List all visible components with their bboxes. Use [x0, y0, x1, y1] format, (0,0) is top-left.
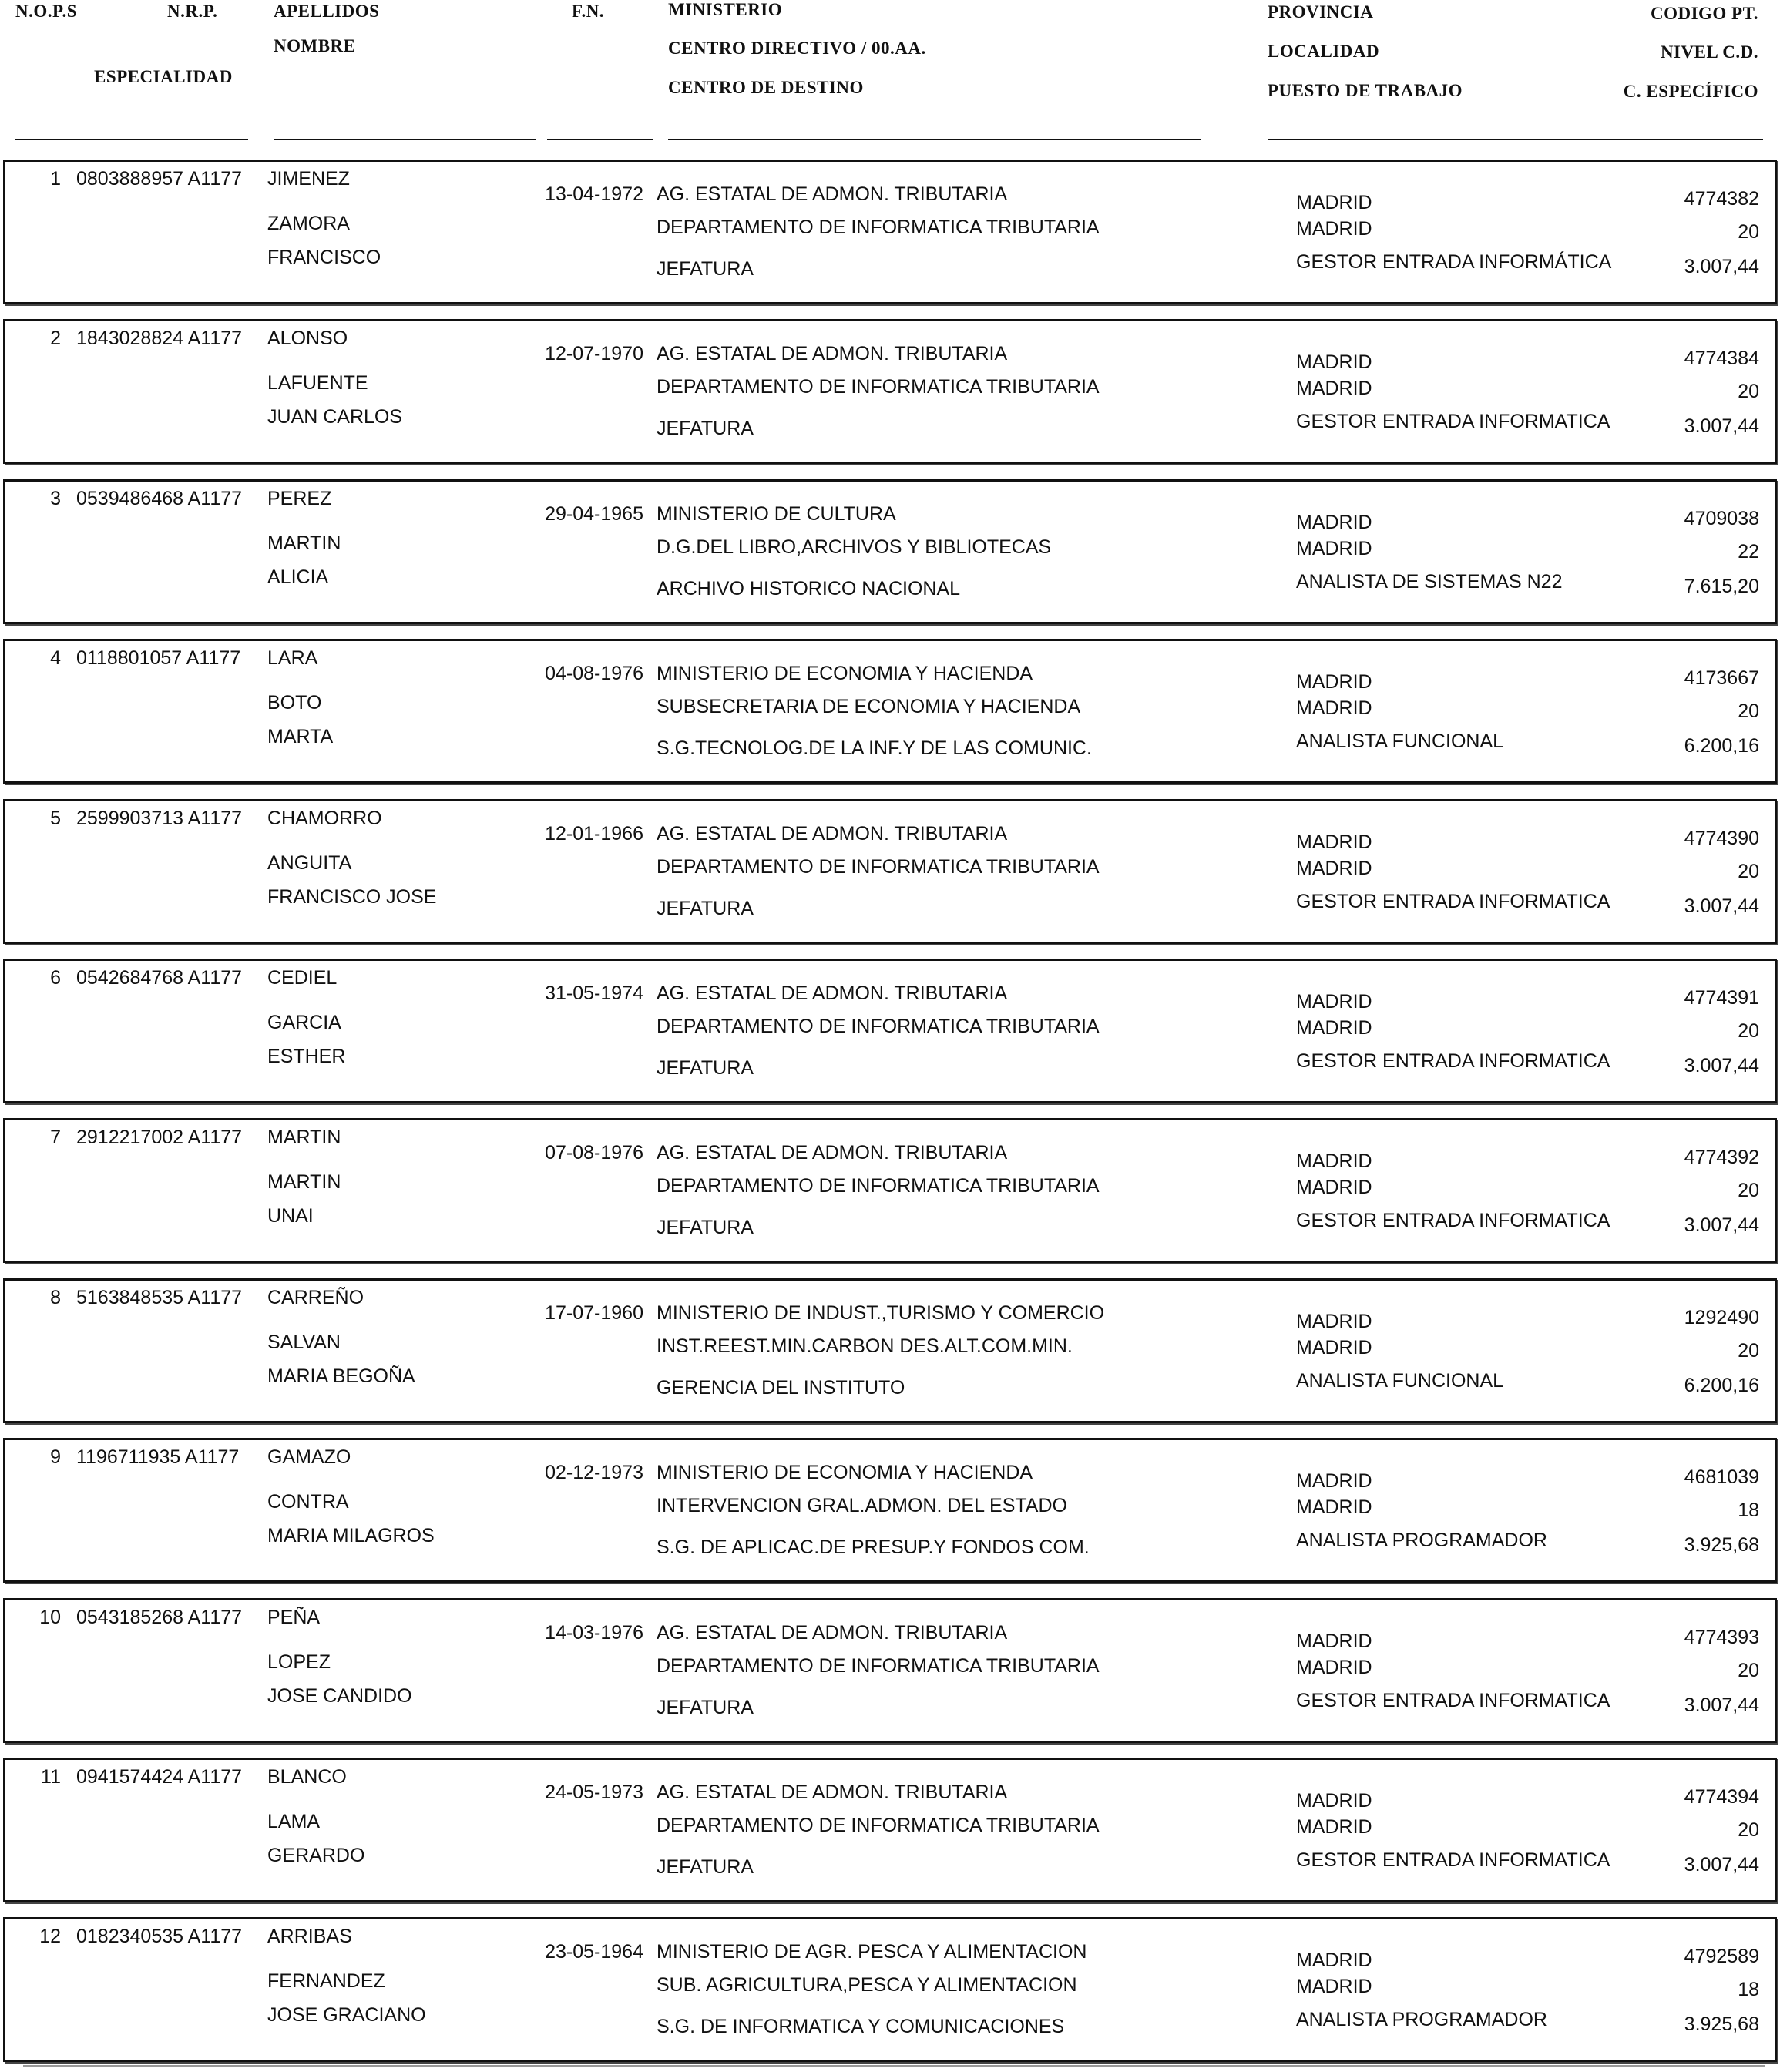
nrp-cell: 1196711935 A1177 — [76, 1446, 240, 1468]
header-provincia: PROVINCIA — [1268, 2, 1374, 22]
header-rule — [1268, 139, 1763, 140]
centro-destino-cell: JEFATURA — [657, 898, 754, 919]
centro-directivo-cell: DEPARTAMENTO DE INFORMATICA TRIBUTARIA — [657, 376, 1100, 398]
provincia-cell: MADRID — [1296, 1790, 1372, 1812]
especifico-cell: 3.007,44 — [1684, 415, 1759, 437]
centro-destino-cell: GERENCIA DEL INSTITUTO — [657, 1377, 905, 1399]
header-nivel: NIVEL C.D. — [1660, 42, 1758, 62]
nops-cell: 9 — [50, 1446, 61, 1468]
localidad-cell: MADRID — [1296, 858, 1372, 879]
apellido2-cell: ANGUITA — [267, 852, 352, 874]
record-row — [3, 959, 1777, 1103]
codigo-cell: 4774391 — [1684, 987, 1759, 1009]
apellido2-cell: BOTO — [267, 692, 322, 714]
centro-destino-cell: JEFATURA — [657, 418, 754, 439]
nombre-cell: ALICIA — [267, 566, 329, 588]
nops-cell: 11 — [41, 1766, 61, 1788]
provincia-cell: MADRID — [1296, 1311, 1372, 1332]
fecha-nacimiento-cell: 13-04-1972 — [545, 183, 643, 205]
nivel-cell: 20 — [1738, 1020, 1759, 1042]
ministerio-cell: AG. ESTATAL DE ADMON. TRIBUTARIA — [657, 823, 1008, 845]
fecha-nacimiento-cell: 07-08-1976 — [545, 1142, 643, 1164]
nrp-cell: 0539486468 A1177 — [76, 488, 243, 509]
apellido2-cell: MARTIN — [267, 532, 341, 554]
header-fn: F.N. — [572, 2, 605, 21]
record-row — [3, 1917, 1777, 2062]
header-centro-directivo: CENTRO DIRECTIVO / 00.AA. — [668, 39, 926, 58]
nombre-cell: GERARDO — [267, 1845, 365, 1866]
apellido2-cell: GARCIA — [267, 1012, 341, 1033]
especifico-cell: 3.925,68 — [1684, 2013, 1759, 2035]
apellido1-cell: JIMENEZ — [267, 168, 350, 190]
apellido2-cell: ZAMORA — [267, 213, 350, 234]
nrp-cell: 0182340535 A1177 — [76, 1926, 243, 1947]
apellido1-cell: CEDIEL — [267, 967, 338, 989]
localidad-cell: MADRID — [1296, 1017, 1372, 1039]
apellido1-cell: ARRIBAS — [267, 1926, 352, 1947]
codigo-cell: 1292490 — [1684, 1307, 1759, 1328]
centro-destino-cell: JEFATURA — [657, 1057, 754, 1079]
localidad-cell: MADRID — [1296, 1337, 1372, 1358]
centro-directivo-cell: DEPARTAMENTO DE INFORMATICA TRIBUTARIA — [657, 856, 1100, 878]
nops-cell: 1 — [50, 168, 61, 190]
codigo-cell: 4792589 — [1684, 1946, 1759, 1967]
codigo-cell: 4681039 — [1684, 1466, 1759, 1488]
nrp-cell: 0543185268 A1177 — [76, 1607, 243, 1628]
record-row — [3, 1598, 1777, 1743]
header-nombre: NOMBRE — [274, 36, 356, 55]
nivel-cell: 20 — [1738, 861, 1759, 882]
localidad-cell: MADRID — [1296, 218, 1372, 240]
fecha-nacimiento-cell: 02-12-1973 — [545, 1462, 643, 1483]
localidad-cell: MADRID — [1296, 378, 1372, 399]
especifico-cell: 3.007,44 — [1684, 1055, 1759, 1076]
codigo-cell: 4774393 — [1684, 1627, 1759, 1648]
codigo-cell: 4774392 — [1684, 1147, 1759, 1168]
header-localidad: LOCALIDAD — [1268, 42, 1380, 61]
record-row — [3, 319, 1777, 464]
especifico-cell: 3.007,44 — [1684, 1694, 1759, 1716]
ministerio-cell: MINISTERIO DE ECONOMIA Y HACIENDA — [657, 663, 1033, 684]
provincia-cell: MADRID — [1296, 192, 1372, 213]
especifico-cell: 3.925,68 — [1684, 1534, 1759, 1556]
apellido1-cell: PEÑA — [267, 1607, 321, 1628]
header-puesto: PUESTO DE TRABAJO — [1268, 81, 1463, 100]
record-row — [3, 160, 1777, 304]
page-bottom-rule — [23, 2065, 1765, 2067]
nivel-cell: 20 — [1738, 1819, 1759, 1841]
fecha-nacimiento-cell: 31-05-1974 — [545, 982, 643, 1004]
provincia-cell: MADRID — [1296, 671, 1372, 693]
localidad-cell: MADRID — [1296, 697, 1372, 719]
nivel-cell: 20 — [1738, 1340, 1759, 1362]
header-rule — [547, 139, 653, 140]
nrp-cell: 0542684768 A1177 — [76, 967, 243, 989]
nops-cell: 10 — [39, 1607, 61, 1628]
puesto-cell: GESTOR ENTRADA INFORMÁTICA — [1296, 251, 1612, 273]
nombre-cell: ESTHER — [267, 1046, 346, 1067]
nrp-cell: 2599903713 A1177 — [76, 808, 243, 829]
centro-destino-cell: JEFATURA — [657, 1856, 754, 1878]
apellido1-cell: BLANCO — [267, 1766, 347, 1788]
centro-directivo-cell: SUBSECRETARIA DE ECONOMIA Y HACIENDA — [657, 696, 1081, 717]
puesto-cell: GESTOR ENTRADA INFORMATICA — [1296, 1849, 1610, 1871]
ministerio-cell: AG. ESTATAL DE ADMON. TRIBUTARIA — [657, 343, 1008, 364]
nivel-cell: 20 — [1738, 1180, 1759, 1201]
codigo-cell: 4173667 — [1684, 667, 1759, 689]
record-row — [3, 1758, 1777, 1902]
nivel-cell: 18 — [1738, 1499, 1759, 1521]
nivel-cell: 20 — [1738, 1660, 1759, 1681]
apellido2-cell: LAMA — [267, 1811, 321, 1832]
puesto-cell: ANALISTA FUNCIONAL — [1296, 730, 1504, 752]
fecha-nacimiento-cell: 17-07-1960 — [545, 1302, 643, 1324]
header-especifico: C. ESPECÍFICO — [1623, 82, 1758, 101]
apellido1-cell: ALONSO — [267, 327, 348, 349]
fecha-nacimiento-cell: 29-04-1965 — [545, 503, 643, 525]
fecha-nacimiento-cell: 23-05-1964 — [545, 1941, 643, 1963]
especifico-cell: 3.007,44 — [1684, 1854, 1759, 1876]
nombre-cell: JUAN CARLOS — [267, 406, 403, 428]
fecha-nacimiento-cell: 24-05-1973 — [545, 1782, 643, 1803]
record-row — [3, 799, 1777, 944]
record-row — [3, 639, 1777, 784]
centro-destino-cell: JEFATURA — [657, 258, 754, 280]
nrp-cell: 0941574424 A1177 — [76, 1766, 243, 1788]
apellido2-cell: FERNANDEZ — [267, 1970, 385, 1992]
apellido2-cell: LAFUENTE — [267, 372, 368, 394]
header-ministerio: MINISTERIO — [668, 0, 783, 19]
header-nrp: N.R.P. — [167, 2, 218, 21]
ministerio-cell: MINISTERIO DE CULTURA — [657, 503, 896, 525]
nivel-cell: 20 — [1738, 700, 1759, 722]
ministerio-cell: AG. ESTATAL DE ADMON. TRIBUTARIA — [657, 1622, 1008, 1644]
puesto-cell: GESTOR ENTRADA INFORMATICA — [1296, 1050, 1610, 1072]
apellido1-cell: CHAMORRO — [267, 808, 382, 829]
provincia-cell: MADRID — [1296, 1630, 1372, 1652]
nops-cell: 3 — [50, 488, 61, 509]
apellido2-cell: LOPEZ — [267, 1651, 331, 1673]
provincia-cell: MADRID — [1296, 1949, 1372, 1971]
nops-cell: 8 — [50, 1287, 61, 1308]
ministerio-cell: AG. ESTATAL DE ADMON. TRIBUTARIA — [657, 982, 1008, 1004]
centro-directivo-cell: D.G.DEL LIBRO,ARCHIVOS Y BIBLIOTECAS — [657, 536, 1052, 558]
apellido2-cell: CONTRA — [267, 1491, 349, 1513]
nrp-cell: 1843028824 A1177 — [76, 327, 243, 349]
nops-cell: 5 — [50, 808, 61, 829]
especifico-cell: 3.007,44 — [1684, 256, 1759, 277]
ministerio-cell: AG. ESTATAL DE ADMON. TRIBUTARIA — [657, 183, 1008, 205]
centro-directivo-cell: SUB. AGRICULTURA,PESCA Y ALIMENTACION — [657, 1974, 1077, 1996]
apellido1-cell: PEREZ — [267, 488, 332, 509]
header-nops: N.O.P.S — [15, 2, 77, 21]
especifico-cell: 3.007,44 — [1684, 1214, 1759, 1236]
record-row — [3, 479, 1777, 624]
nombre-cell: FRANCISCO JOSE — [267, 886, 437, 908]
ministerio-cell: MINISTERIO DE INDUST.,TURISMO Y COMERCIO — [657, 1302, 1105, 1324]
puesto-cell: GESTOR ENTRADA INFORMATICA — [1296, 891, 1610, 912]
nivel-cell: 22 — [1738, 541, 1759, 562]
localidad-cell: MADRID — [1296, 1976, 1372, 1997]
centro-destino-cell: S.G. DE APLICAC.DE PRESUP.Y FONDOS COM. — [657, 1536, 1090, 1558]
localidad-cell: MADRID — [1296, 1177, 1372, 1198]
header-codigo: CODIGO PT. — [1650, 4, 1758, 23]
nrp-cell: 5163848535 A1177 — [76, 1287, 243, 1308]
codigo-cell: 4709038 — [1684, 508, 1759, 529]
centro-destino-cell: S.G. DE INFORMATICA Y COMUNICACIONES — [657, 2016, 1065, 2037]
centro-directivo-cell: DEPARTAMENTO DE INFORMATICA TRIBUTARIA — [657, 1815, 1100, 1836]
puesto-cell: ANALISTA FUNCIONAL — [1296, 1370, 1504, 1392]
apellido1-cell: LARA — [267, 647, 318, 669]
record-row — [3, 1438, 1777, 1583]
centro-directivo-cell: DEPARTAMENTO DE INFORMATICA TRIBUTARIA — [657, 1175, 1100, 1197]
centro-destino-cell: JEFATURA — [657, 1697, 754, 1718]
nivel-cell: 18 — [1738, 1979, 1759, 2000]
provincia-cell: MADRID — [1296, 512, 1372, 533]
puesto-cell: GESTOR ENTRADA INFORMATICA — [1296, 1210, 1610, 1231]
ministerio-cell: AG. ESTATAL DE ADMON. TRIBUTARIA — [657, 1142, 1008, 1164]
nivel-cell: 20 — [1738, 381, 1759, 402]
localidad-cell: MADRID — [1296, 538, 1372, 559]
especifico-cell: 6.200,16 — [1684, 1375, 1759, 1396]
localidad-cell: MADRID — [1296, 1816, 1372, 1838]
codigo-cell: 4774394 — [1684, 1786, 1759, 1808]
nombre-cell: MARTA — [267, 726, 334, 747]
localidad-cell: MADRID — [1296, 1657, 1372, 1678]
provincia-cell: MADRID — [1296, 991, 1372, 1012]
nops-cell: 2 — [50, 327, 61, 349]
puesto-cell: ANALISTA PROGRAMADOR — [1296, 1530, 1547, 1551]
centro-directivo-cell: DEPARTAMENTO DE INFORMATICA TRIBUTARIA — [657, 1016, 1100, 1037]
provincia-cell: MADRID — [1296, 1150, 1372, 1172]
nrp-cell: 2912217002 A1177 — [76, 1127, 243, 1148]
centro-directivo-cell: DEPARTAMENTO DE INFORMATICA TRIBUTARIA — [657, 1655, 1100, 1677]
apellido2-cell: MARTIN — [267, 1171, 341, 1193]
centro-destino-cell: S.G.TECNOLOG.DE LA INF.Y DE LAS COMUNIC. — [657, 737, 1092, 759]
puesto-cell: ANALISTA DE SISTEMAS N22 — [1296, 571, 1563, 593]
header-rule — [274, 139, 536, 140]
nombre-cell: MARIA MILAGROS — [267, 1525, 435, 1546]
provincia-cell: MADRID — [1296, 1470, 1372, 1492]
header-rule — [15, 139, 248, 140]
provincia-cell: MADRID — [1296, 351, 1372, 373]
centro-destino-cell: JEFATURA — [657, 1217, 754, 1238]
centro-directivo-cell: DEPARTAMENTO DE INFORMATICA TRIBUTARIA — [657, 217, 1100, 238]
especifico-cell: 3.007,44 — [1684, 895, 1759, 917]
nombre-cell: MARIA BEGOÑA — [267, 1365, 415, 1387]
localidad-cell: MADRID — [1296, 1496, 1372, 1518]
nrp-cell: 0118801057 A1177 — [76, 647, 241, 669]
fecha-nacimiento-cell: 14-03-1976 — [545, 1622, 643, 1644]
nombre-cell: FRANCISCO — [267, 247, 381, 268]
nombre-cell: JOSE GRACIANO — [267, 2004, 426, 2026]
ministerio-cell: AG. ESTATAL DE ADMON. TRIBUTARIA — [657, 1782, 1008, 1803]
centro-directivo-cell: INST.REEST.MIN.CARBON DES.ALT.COM.MIN. — [657, 1335, 1073, 1357]
puesto-cell: GESTOR ENTRADA INFORMATICA — [1296, 1690, 1610, 1711]
puesto-cell: ANALISTA PROGRAMADOR — [1296, 2009, 1547, 2030]
header-rule — [668, 139, 1201, 140]
nombre-cell: UNAI — [267, 1205, 314, 1227]
codigo-cell: 4774382 — [1684, 188, 1759, 210]
nombre-cell: JOSE CANDIDO — [267, 1685, 412, 1707]
puesto-cell: GESTOR ENTRADA INFORMATICA — [1296, 411, 1610, 432]
apellido1-cell: CARREÑO — [267, 1287, 364, 1308]
apellido2-cell: SALVAN — [267, 1332, 341, 1353]
nivel-cell: 20 — [1738, 221, 1759, 243]
centro-directivo-cell: INTERVENCION GRAL.ADMON. DEL ESTADO — [657, 1495, 1067, 1516]
fecha-nacimiento-cell: 12-01-1966 — [545, 823, 643, 845]
provincia-cell: MADRID — [1296, 831, 1372, 853]
nops-cell: 7 — [50, 1127, 61, 1148]
header-apellidos: APELLIDOS — [274, 2, 380, 21]
centro-destino-cell: ARCHIVO HISTORICO NACIONAL — [657, 578, 961, 599]
fecha-nacimiento-cell: 12-07-1970 — [545, 343, 643, 364]
header-especialidad: ESPECIALIDAD — [94, 67, 233, 86]
header-centro-destino: CENTRO DE DESTINO — [668, 78, 864, 97]
record-row — [3, 1278, 1777, 1423]
fecha-nacimiento-cell: 04-08-1976 — [545, 663, 643, 684]
ministerio-cell: MINISTERIO DE ECONOMIA Y HACIENDA — [657, 1462, 1033, 1483]
nrp-cell: 0803888957 A1177 — [76, 168, 243, 190]
nops-cell: 12 — [39, 1926, 61, 1947]
record-row — [3, 1118, 1777, 1263]
especifico-cell: 7.615,20 — [1684, 576, 1759, 597]
apellido1-cell: MARTIN — [267, 1127, 341, 1148]
nops-cell: 6 — [50, 967, 61, 989]
codigo-cell: 4774384 — [1684, 348, 1759, 369]
ministerio-cell: MINISTERIO DE AGR. PESCA Y ALIMENTACION — [657, 1941, 1087, 1963]
nops-cell: 4 — [50, 647, 61, 669]
codigo-cell: 4774390 — [1684, 828, 1759, 849]
apellido1-cell: GAMAZO — [267, 1446, 351, 1468]
especifico-cell: 6.200,16 — [1684, 735, 1759, 757]
